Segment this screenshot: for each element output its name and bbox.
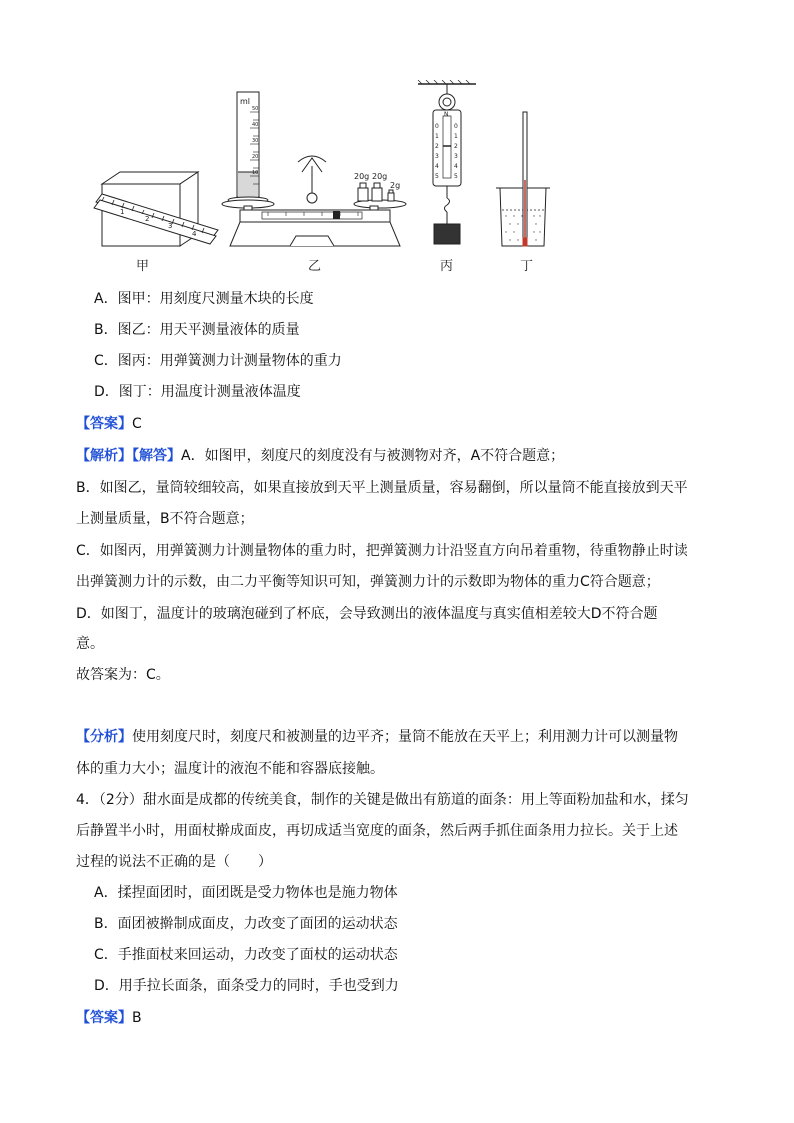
cylinder-tick: 40 [252, 122, 259, 128]
q3-option-c: C．图丙：用弹簧测力计测量物体的重力 [94, 353, 342, 369]
spring-tick: 5 [454, 173, 458, 180]
q3-fenxi-line-2: 体的重力大小；温度计的液泡不能和容器底接触。 [76, 761, 384, 777]
figure-bing-spring-scale [418, 80, 476, 244]
figure-yi-cylinder-balance [222, 92, 406, 246]
q4-stem-line-3: 过程的说法不正确的是（ ） [76, 854, 272, 870]
cylinder-unit: ml [240, 97, 251, 106]
answer-value: B [132, 1010, 142, 1026]
q3-option-b: B．图乙：用天平测量液体的质量 [94, 322, 300, 338]
q3-final-answer: 故答案为：C。 [76, 667, 170, 683]
cylinder-tick: 20 [252, 154, 259, 160]
cylinder-tick: 50 [252, 106, 259, 112]
spring-tick: 0 [454, 123, 458, 130]
ruler-tick: 1 [120, 208, 125, 216]
q3-analysis-line-4: C．如图丙，用弹簧测力计测量物体的重力时，把弹簧测力计沿竖直方向吊着重物，待重物静止时读 [76, 543, 688, 559]
spring-unit: N [444, 111, 449, 118]
spring-tick: 5 [435, 173, 439, 180]
q3-fenxi-line-1 [76, 727, 678, 747]
analysis-text: A．如图甲，刻度尺的刻度没有与被测物对齐，A不符合题意； [181, 448, 565, 464]
ruler-tick: 2 [145, 215, 150, 223]
q3-analysis-line-7: 意。 [76, 636, 104, 652]
figure-jia-block-ruler [94, 172, 218, 246]
spring-tick: 3 [435, 153, 439, 160]
measurement-figure [90, 80, 560, 280]
q4-option-c: C．手推面杖来回运动，力改变了面杖的运动状态 [94, 947, 398, 963]
q3-analysis-line-5: 出弹簧测力计的示数，由二力平衡等知识可知，弹簧测力计的示数即为物体的重力C符合题意； [76, 574, 660, 590]
figure-label-jia: 甲 [136, 259, 150, 274]
figure-label-ding: 丁 [520, 259, 534, 274]
q3-analysis-line-1 [76, 446, 564, 466]
figure-label-bing: 丙 [440, 259, 454, 274]
spring-tick: 2 [454, 143, 458, 150]
q3-analysis-line-3: 上测量质量，B不符合题意； [76, 511, 254, 527]
q3-option-a: A．图甲：用刻度尺测量木块的长度 [94, 291, 314, 307]
spring-tick: 4 [435, 163, 439, 170]
spring-tick: 0 [435, 123, 439, 130]
q4-answer [76, 1008, 142, 1028]
spring-tick: 4 [454, 163, 458, 170]
ruler-tick: 4 [192, 230, 197, 238]
figure-label-yi: 乙 [308, 259, 322, 274]
q4-option-b: B．面团被擀制成面皮，力改变了面团的运动状态 [94, 916, 398, 932]
q3-analysis-line-2: B．如图乙，量筒较细较高，如果直接放到天平上测量质量，容易翻倒，所以量筒不能直接放到天平 [76, 480, 688, 496]
q3-option-d: D．图丁：用温度计测量液体温度 [94, 384, 301, 400]
spring-tick: 2 [435, 143, 439, 150]
cylinder-tick: 10 [252, 170, 259, 176]
spring-tick: 3 [454, 153, 458, 160]
fenxi-text: 使用刻度尺时，刻度尺和被测量的边平齐；量筒不能放在天平上；利用测力计可以测量物 [132, 729, 678, 745]
analysis-tag: 【解析】【解答】 [76, 448, 181, 464]
q4-option-d: D．用手拉长面条，面条受力的同时，手也受到力 [94, 978, 399, 994]
answer-value: C [132, 416, 142, 432]
q3-answer [76, 414, 142, 434]
q4-option-a: A．揉捏面团时，面团既是受力物体也是施力物体 [94, 885, 398, 901]
answer-tag: 【答案】 [76, 1010, 132, 1026]
fenxi-tag: 【分析】 [76, 729, 132, 745]
spring-tick: 1 [435, 133, 439, 140]
ruler-tick: 3 [168, 222, 173, 230]
weight-label: 20g [372, 172, 388, 181]
q4-stem-line-2: 后静置半小时，用面杖擀成面皮，再切成适当宽度的面条，然后两手抓住面条用力拉长。关于上述 [76, 823, 678, 839]
spring-tick: 1 [454, 133, 458, 140]
q4-stem-line-1: 4．（2分）甜水面是成都的传统美食，制作的关键是做出有筋道的面条：用上等面粉加盐和水，揉匀 [76, 792, 689, 808]
q3-analysis-line-6: D．如图丁，温度计的玻璃泡碰到了杯底，会导致测出的液体温度与真实值相差较大D不符合题 [76, 606, 658, 622]
answer-tag: 【答案】 [76, 416, 132, 432]
cylinder-tick: 30 [252, 138, 259, 144]
figure-ding-thermometer-beaker [496, 112, 550, 246]
weight-label: 2g [390, 181, 401, 190]
weight-label: 20g [354, 172, 370, 181]
